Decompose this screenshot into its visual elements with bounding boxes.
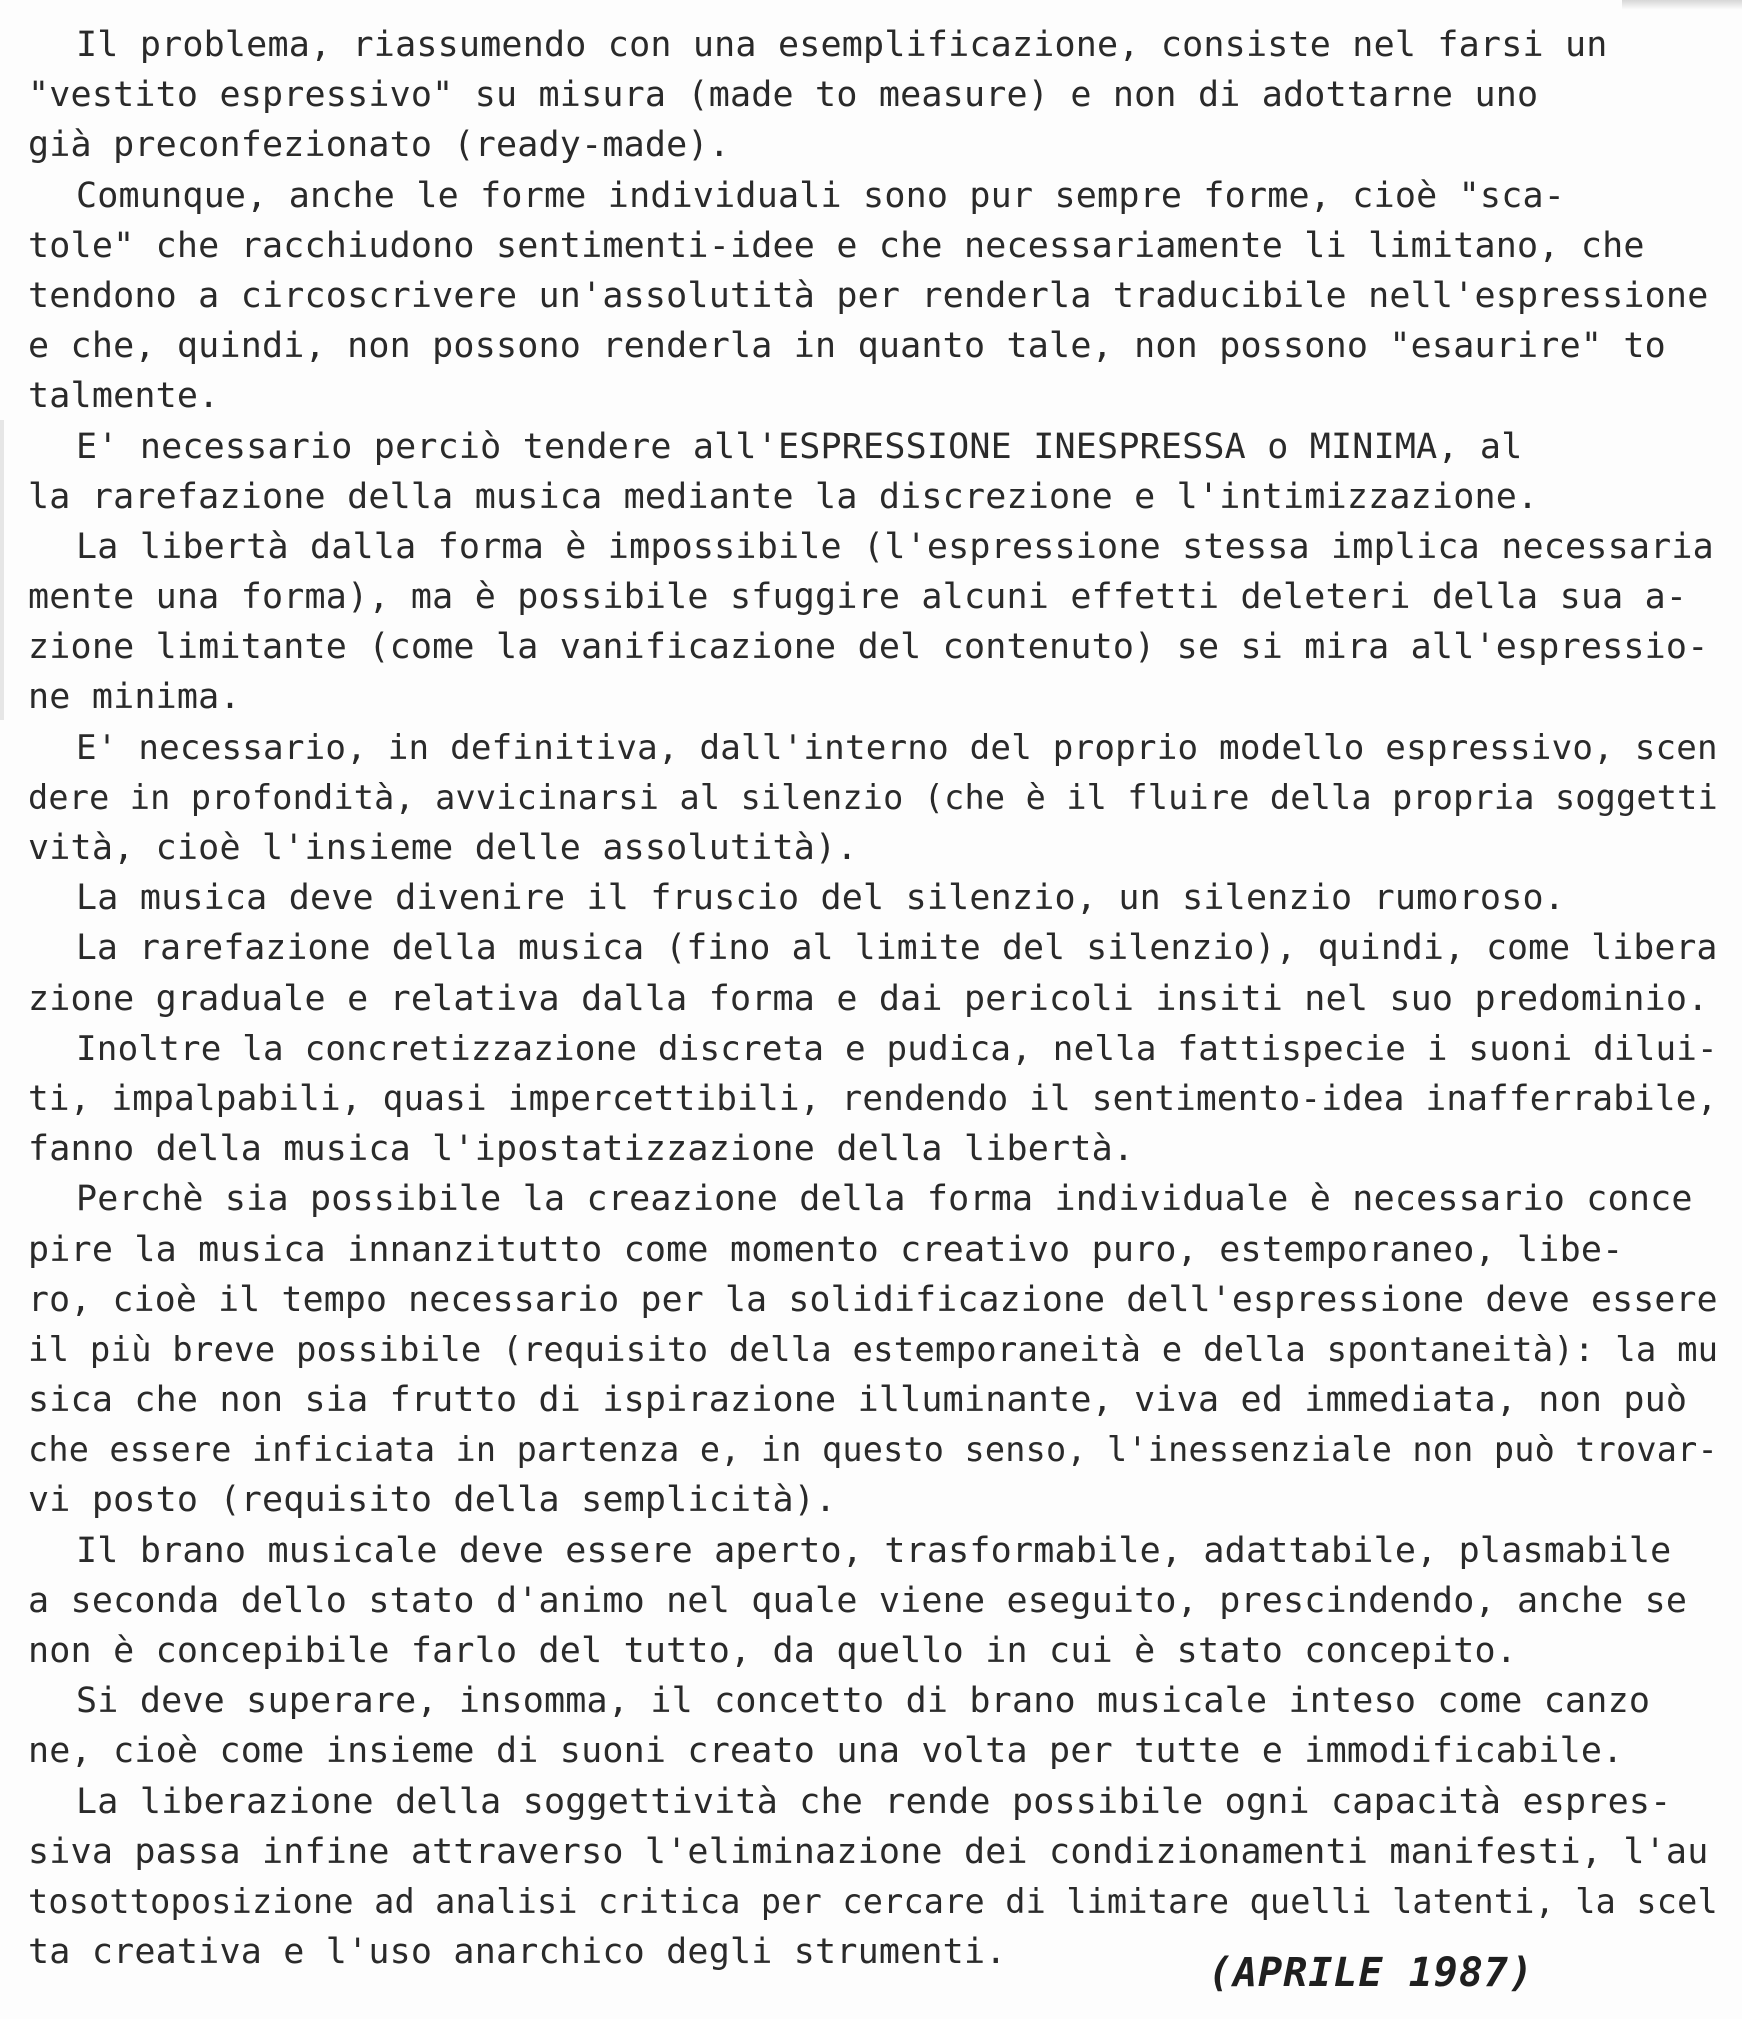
text-line: E' necessario perciò tendere all'ESPRESSIONE INESPRESSA o MINIMA, al: [76, 426, 1523, 467]
text-line: E' necessario, in definitiva, dall'interno del proprio modello espressivo, scen: [76, 727, 1718, 768]
text-line: siva passa infine attraverso l'eliminazione dei condizionamenti manifesti, l'au: [28, 1831, 1709, 1872]
text-line: ti, impalpabili, quasi impercettibili, rendendo il sentimento-idea inafferrabile,: [28, 1078, 1718, 1119]
text-line: la rarefazione della musica mediante la discrezione e l'intimizzazione.: [28, 476, 1539, 517]
handwritten-date: (APRILE 1987): [1208, 1950, 1535, 1996]
text-line: La rarefazione della musica (fino al limite del silenzio), quindi, come libera: [76, 928, 1718, 969]
text-line: tendono a circoscrivere un'assolutità per renderla traducibile nell'espressione: [28, 275, 1709, 316]
text-line: a seconda dello stato d'animo nel quale viene eseguito, prescindendo, anche se: [28, 1580, 1688, 1621]
text-line: ne minima.: [28, 677, 241, 718]
text-line: vità, cioè l'insieme delle assolutità).: [28, 828, 858, 868]
text-line: "vestito espressivo" su misura (made to measure) e non di adottarne uno: [28, 75, 1539, 116]
text-line: il più breve possibile (requisito della estemporaneità e della spontaneità): la mu: [28, 1329, 1719, 1369]
text-line: talmente.: [28, 376, 220, 417]
text-line: ro, cioè il tempo necessario per la solidificazione dell'espressione deve essere: [28, 1279, 1718, 1320]
scan-artifact: [1622, 0, 1742, 10]
text-line: La musica deve divenire il fruscio del silenzio, un silenzio rumoroso.: [76, 878, 1566, 919]
text-line: ne, cioè come insieme di suoni creato una volta per tutte e immodificabile.: [28, 1731, 1624, 1772]
text-line: che essere inficiata in partenza e, in questo senso, l'inessenziale non può trovar-: [28, 1430, 1718, 1470]
text-line: ta creativa e l'uso anarchico degli strumenti.: [28, 1932, 1007, 1973]
text-line: tole" che racchiudono sentimenti-idee e che necessariamente li limitano, che: [28, 225, 1645, 266]
text-line: Inoltre la concretizzazione discreta e pudica, nella fattispecie i suoni dilui-: [76, 1028, 1718, 1069]
text-line: tosottoposizione ad analisi critica per cercare di limitare quelli latenti, la scel: [28, 1881, 1718, 1921]
text-line: fanno della musica l'ipostatizzazione della libertà.: [28, 1129, 1135, 1170]
text-line: Perchè sia possibile la creazione della forma individuale è necessario conce: [76, 1179, 1693, 1220]
text-line: zione graduale e relativa dalla forma e dai pericoli insiti nel suo predominio.: [28, 978, 1709, 1019]
text-line: non è concepibile farlo del tutto, da quello in cui è stato concepito.: [28, 1631, 1518, 1671]
text-line: Il brano musicale deve essere aperto, trasformabile, adattabile, plasmabile: [76, 1530, 1672, 1571]
text-line: e che, quindi, non possono renderla in quanto tale, non possono "esaurire" to: [28, 326, 1666, 367]
body-text: [28, 20, 1718, 1977]
text-line: già preconfezionato (ready-made).: [28, 125, 730, 166]
text-line: Il problema, riassumendo con una esemplificazione, consiste nel farsi un: [76, 25, 1608, 65]
text-line: La liberazione della soggettività che rende possibile ogni capacità espres-: [76, 1781, 1672, 1822]
text-line: zione limitante (come la vanificazione del contenuto) se si mira all'espressio-: [28, 627, 1709, 668]
text-line: sica che non sia frutto di ispirazione illuminante, viva ed immediata, non può: [28, 1380, 1688, 1421]
text-line: mente una forma), ma è possibile sfuggire alcuni effetti deleteri della sua a-: [28, 577, 1688, 618]
text-line: pire la musica innanzitutto come momento creativo puro, estemporaneo, libe-: [28, 1229, 1624, 1270]
text-line: La libertà dalla forma è impossibile (l'espressione stessa implica necessaria: [76, 526, 1714, 567]
scan-edge: [0, 420, 4, 720]
text-line: Comunque, anche le forme individuali sono pur sempre forme, cioè "sca-: [76, 175, 1566, 216]
text-line: vi posto (requisito della semplicità).: [28, 1480, 837, 1521]
text-line: dere in profondità, avvicinarsi al silenzio (che è il fluire della propria soggetti: [28, 777, 1718, 817]
text-line: Si deve superare, insomma, il concetto di brano musicale inteso come canzo: [76, 1681, 1651, 1722]
